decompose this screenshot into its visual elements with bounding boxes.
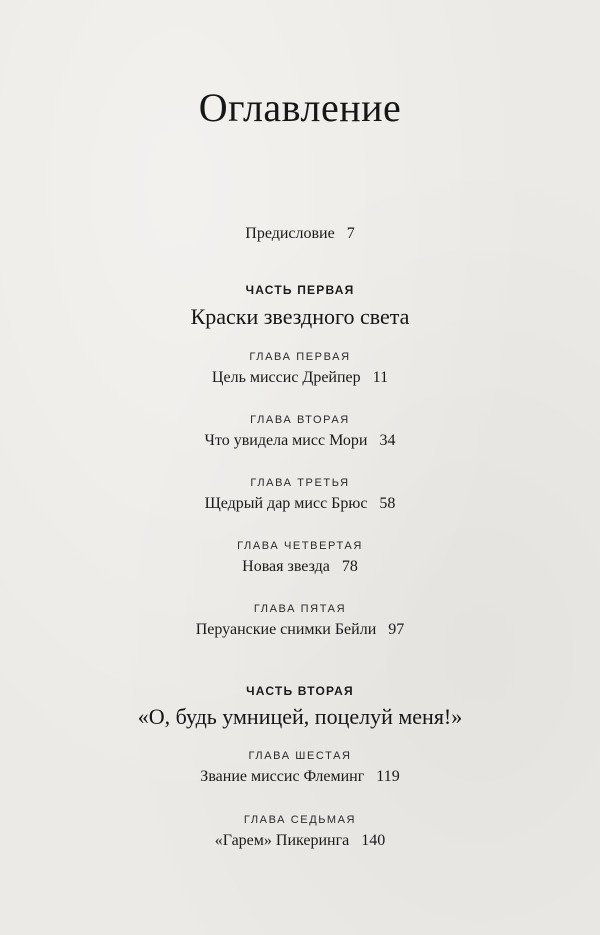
chapter-label: ГЛАВА ТРЕТЬЯ	[250, 477, 350, 489]
chapter-label: ГЛАВА СЕДЬМАЯ	[243, 814, 357, 826]
part-label: ЧАСТЬ ПЕРВАЯ	[245, 283, 355, 297]
entry-title: Что увидела мисс Мори	[204, 432, 368, 449]
entry-title: Предисловие	[245, 225, 335, 242]
entry-title: Новая звезда	[242, 558, 330, 575]
entry-title: Звание миссис Флеминг	[200, 768, 365, 785]
entry-title: Щедрый дар мисс Брюс	[204, 495, 368, 512]
entry-page-number: 97	[388, 621, 405, 638]
chapter-label: ГЛАВА ПЕРВАЯ	[249, 351, 351, 363]
toc-entry	[0, 768, 600, 786]
chapter-label: ГЛАВА ШЕСТАЯ	[248, 750, 352, 762]
entry-page-number: 119	[376, 768, 400, 785]
chapter-label: ГЛАВА ЧЕТВЕРТАЯ	[237, 540, 363, 552]
entry-title: Цель миссис Дрейпер	[211, 369, 361, 386]
part-title: «О, будь умницей, поцелуй меня!»	[137, 704, 463, 729]
page-title: Оглавление	[198, 85, 402, 130]
toc-entry	[0, 558, 600, 576]
toc-entry-preface	[0, 225, 600, 243]
entry-title: «Гарем» Пикеринга	[214, 832, 350, 849]
entry-title: Перуанские снимки Бейли	[195, 621, 377, 638]
entry-page-number: 58	[379, 495, 396, 512]
part-label: ЧАСТЬ ВТОРАЯ	[246, 684, 354, 698]
toc-entry	[0, 432, 600, 450]
entry-page-number: 78	[341, 558, 358, 575]
chapter-label: ГЛАВА ВТОРАЯ	[250, 414, 350, 426]
part-title: Краски звездного света	[190, 304, 410, 329]
toc-entry	[0, 832, 600, 850]
toc-entry	[0, 495, 600, 513]
entry-page-number: 7	[346, 225, 355, 242]
entry-page-number: 140	[361, 832, 386, 849]
entry-page-number: 34	[379, 432, 396, 449]
chapter-label: ГЛАВА ПЯТАЯ	[253, 603, 347, 615]
toc-entry	[0, 369, 600, 387]
toc-entry	[0, 621, 600, 639]
entry-page-number: 11	[372, 369, 389, 386]
